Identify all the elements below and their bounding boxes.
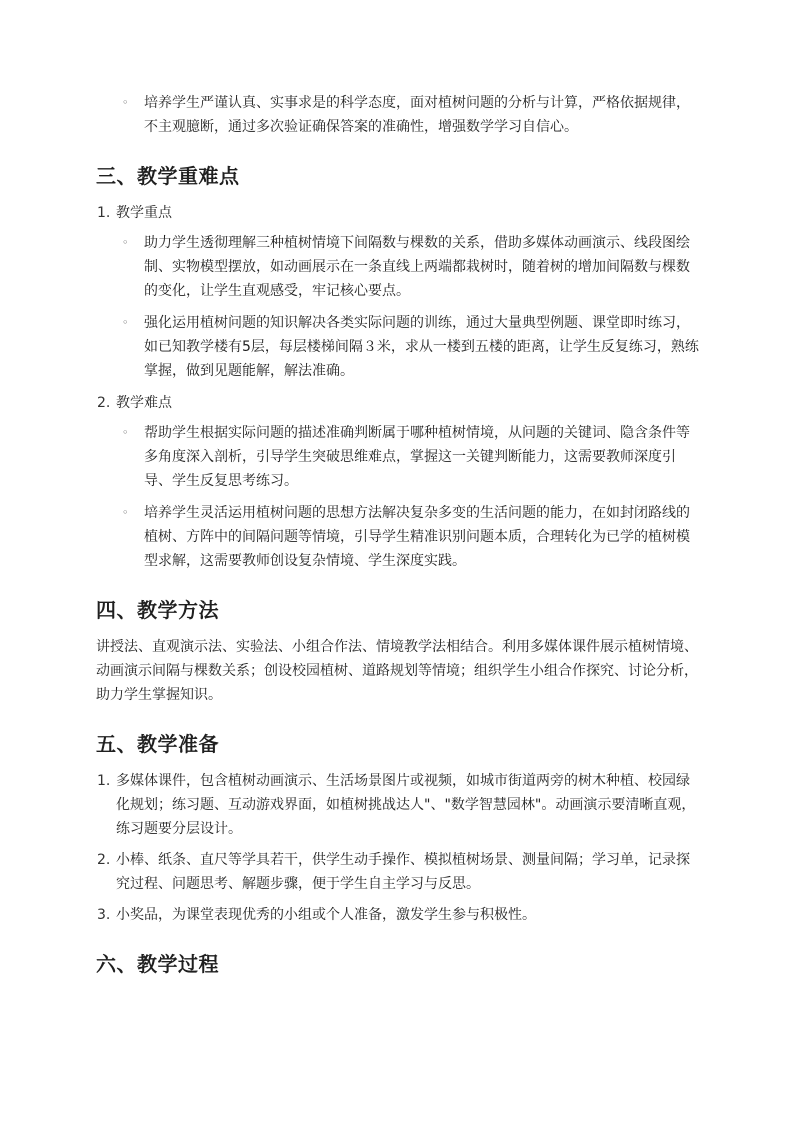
list-number: 1. [97,205,111,221]
numbered-subheading-difficulty [96,391,702,415]
section-heading-key-points: 三、教学重难点 [96,164,240,188]
section-heading-preparation: 五、教学准备 [96,732,219,756]
list-item [96,903,702,927]
hollow-bullet-icon: ◦ [122,316,129,329]
list-item [96,769,702,841]
subheading-text: 教学难点 [116,395,172,411]
list-item [96,231,702,303]
list-item-text: 小奖品，为课堂表现优秀的小组或个人准备，激发学生参与积极性。 [116,907,536,923]
intro-bullet-item [96,91,702,139]
list-item [96,311,702,383]
bullet-text: 强化运用植树问题的知识解决各类实际问题的训练，通过大量典型例题、课堂即时练习，如已知教学楼有5层，每层楼梯间隔３米，求从一楼到五楼的距离，让学生反复练习，熟练掌握，做到见题能解，解法准确。 [144,315,699,379]
hollow-bullet-icon: ◦ [122,426,129,439]
list-item-text: 多媒体课件，包含植树动画演示、生活场景图片或视频，如城市街道两旁的树木种植、校园绿化规划；练习题、互动游戏界面，如植树挑战达人"、"数学智慧园林"。动画演示要清晰直观，练习题要分层设计。 [116,773,696,837]
numbered-subheading-focus [96,201,702,225]
list-number: 2. [97,395,111,411]
hollow-bullet-icon: ◦ [122,96,129,109]
hollow-bullet-icon: ◦ [122,506,129,519]
bullet-text: 培养学生严谨认真、实事求是的科学态度，面对植树问题的分析与计算，严格依据规律，不主观臆断，通过多次验证确保答案的准确性，增强数学学习自信心。 [144,95,690,135]
section-heading-methods: 四、教学方法 [96,598,219,622]
subheading-text: 教学重点 [116,205,172,221]
list-number: 1. [97,773,111,789]
bullet-text: 助力学生透彻理解三种植树情境下间隔数与棵数的关系，借助多媒体动画演示、线段图绘制、实物模型摆放，如动画展示在一条直线上两端都栽树时，随着树的增加间隔数与棵数的变化，让学生直观感受，牢记核心要点。 [144,235,690,299]
list-number: 2. [97,852,111,868]
list-item-text: 小棒、纸条、直尺等学具若干，供学生动手操作、模拟植树场景、测量间隔；学习单，记录探究过程、问题思考、解题步骤，便于学生自主学习与反思。 [116,852,690,892]
bullet-text: 培养学生灵活运用植树问题的思想方法解决复杂多变的生活问题的能力，在如封闭路线的植树、方阵中的间隔问题等情境，引导学生精准识别问题本质，合理转化为已学的植树模型求解，这需要教师创设复杂情境、学生深度实践。 [144,505,690,569]
hollow-bullet-icon: ◦ [122,236,129,249]
list-item [96,501,702,573]
list-item [96,421,702,493]
methods-paragraph: 讲授法、直观演示法、实验法、小组合作法、情境教学法相结合。利用多媒体课件展示植树情境、动画演示间隔与棵数关系；创设校园植树、道路规划等情境；组织学生小组合作探究、讨论分析，助力学生掌握知识。 [96,639,698,703]
bullet-text: 帮助学生根据实际问题的描述准确判断属于哪种植树情境，从问题的关键词、隐含条件等多角度深入剖析，引导学生突破思维难点，掌握这一关键判断能力，这需要教师深度引导、学生反复思考练习。 [144,425,690,489]
list-item [96,848,702,896]
list-number: 3. [97,907,111,923]
section-heading-process: 六、教学过程 [96,952,219,976]
